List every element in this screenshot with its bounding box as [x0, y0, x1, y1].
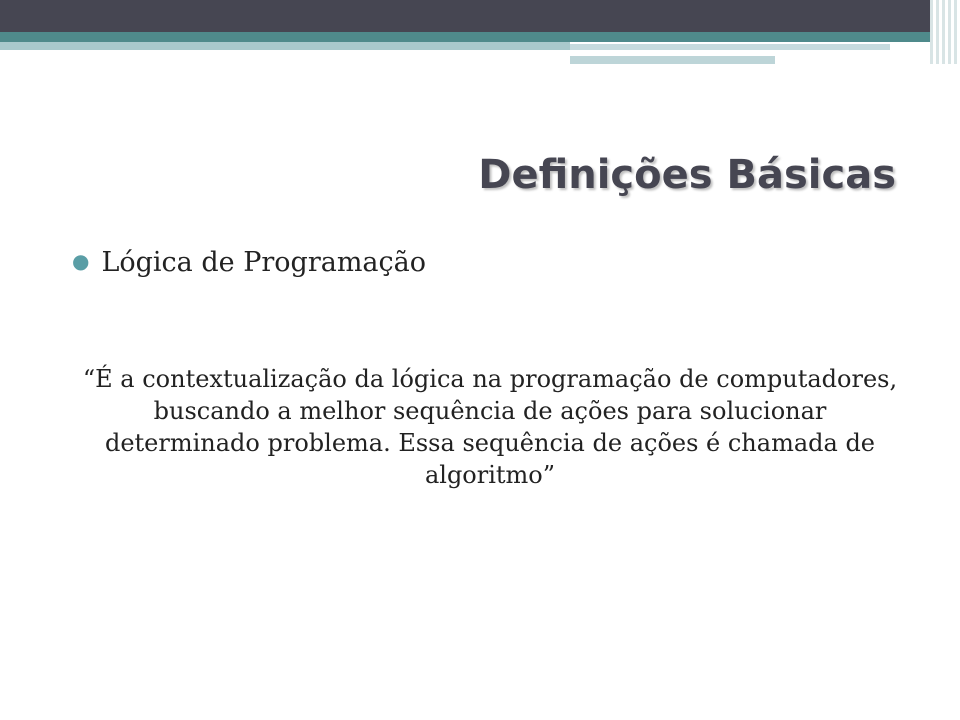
bullet-label: Lógica de Programação — [101, 247, 426, 278]
header-corner-pattern — [930, 0, 960, 64]
definition-quote: “É a contextualização da lógica na programação de computadores, buscando a melhor sequência de ações para solucionar determinado problema. Essa sequência de ações é chamada de algoritmo” — [82, 365, 898, 490]
bullet-dot-icon: ● — [72, 249, 90, 273]
slide-title: Definições Básicas — [478, 152, 896, 198]
header-light-stripe — [0, 42, 570, 50]
header-light-stripe-right — [570, 44, 890, 50]
header-accent-stripe — [0, 32, 960, 42]
bullet-item — [72, 247, 426, 278]
header-light-stripe-lower — [570, 56, 775, 64]
header-bar — [0, 0, 960, 32]
